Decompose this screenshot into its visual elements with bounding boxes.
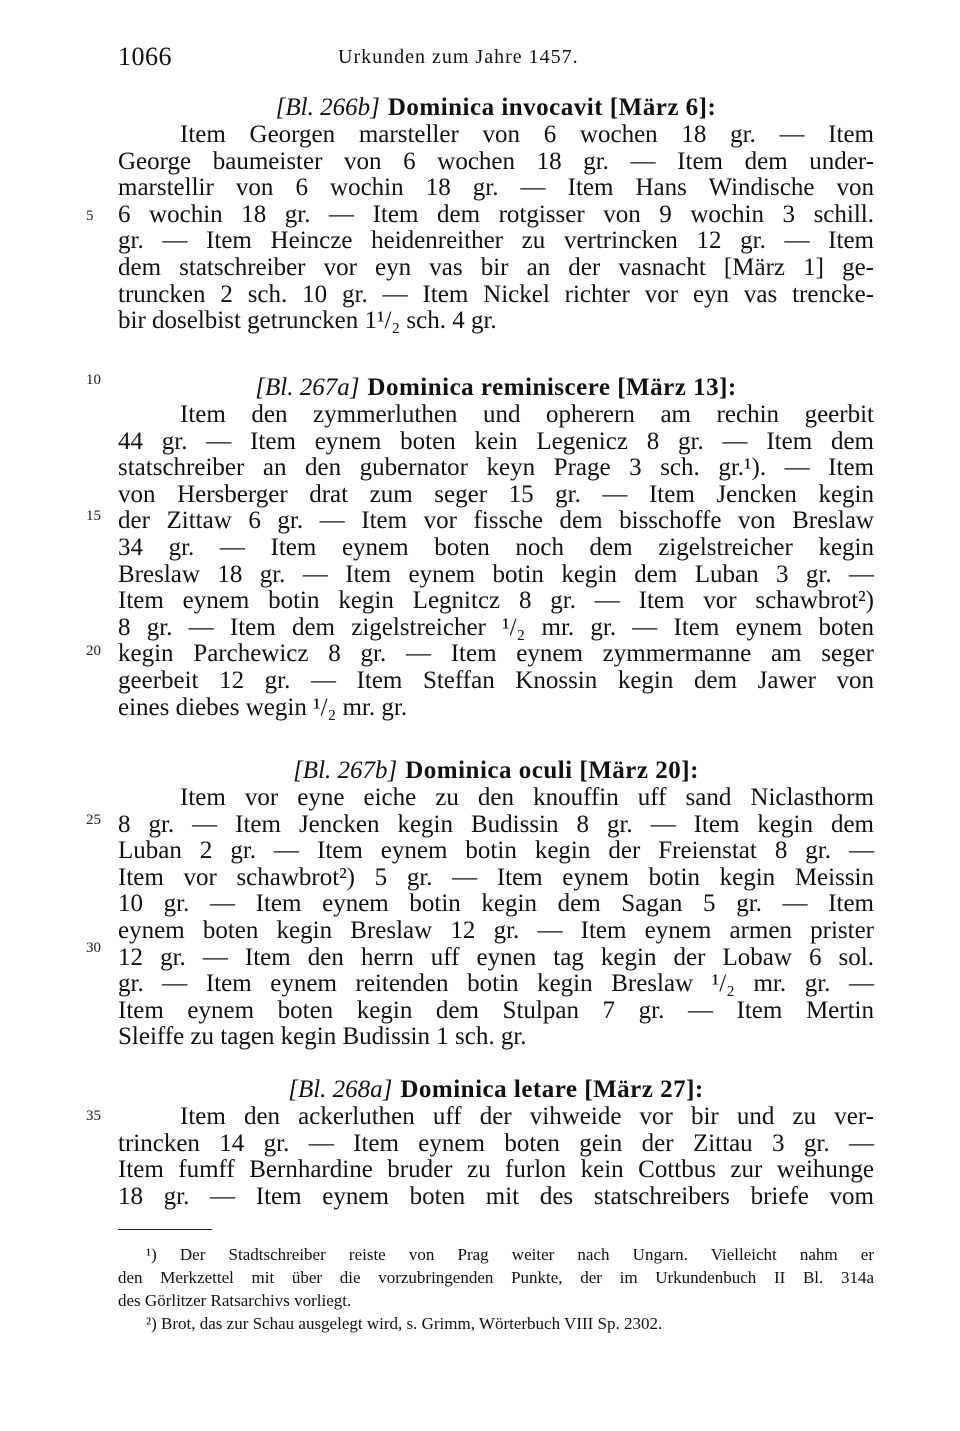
folio-reference: [Bl. 267a]: [255, 374, 360, 401]
text-line: gr. — Item Heincze heidenreither zu vertrincken 12 gr. — Item: [118, 227, 874, 255]
folio-reference: [Bl. 266b]: [275, 94, 380, 121]
text-line: 8 gr. — Item Jencken kegin Budissin 8 gr. — Item kegin dem: [118, 810, 874, 838]
margin-line-number: 10: [86, 372, 101, 388]
running-head: Urkunden zum Jahre 1457.: [338, 46, 579, 68]
text-line: statschreiber an den gubernator keyn Prage 3 sch. gr.¹). — Item: [118, 454, 874, 482]
text-line: truncken 2 sch. 10 gr. — Item Nickel richter vor eyn vas trencke-: [118, 280, 874, 308]
text-line: 8 gr. — Item dem zigelstreicher ¹/₂ mr. gr. — Item eynem boten: [118, 613, 874, 641]
text-line: Sleiffe zu tagen kegin Budissin 1 sch. gr.: [118, 1023, 527, 1051]
margin-line-number: 5: [86, 208, 94, 224]
text-line: Item Georgen marsteller von 6 wochen 18 gr. — Item: [180, 121, 874, 148]
text-line: gr. — Item eynem reitenden botin kegin Breslaw ¹/₂ mr. gr. —: [118, 970, 874, 998]
section-title: Dominica reminiscere [März 13]:: [367, 374, 737, 401]
section-reminiscere: [118, 372, 874, 721]
text-line: Item den zymmerluthen und opherern am rechin geerbit: [180, 401, 874, 428]
text-line: der Zittaw 6 gr. — Item vor fissche dem bisschoffe von Breslaw: [118, 507, 874, 535]
margin-line-number: 20: [86, 643, 101, 659]
section-title: Dominica invocavit [März 6]:: [387, 94, 717, 121]
text-line: 34 gr. — Item eynem boten noch dem zigelstreicher kegin: [118, 533, 874, 561]
text-line: George baumeister von 6 wochen 18 gr. — Item dem under-: [118, 147, 874, 175]
margin-line-number: 15: [86, 508, 101, 524]
text-line: 10 gr. — Item eynem botin kegin dem Sagan 5 gr. — Item: [118, 890, 874, 918]
footnote-rule: [118, 1229, 212, 1230]
text-line: Item eynem boten kegin dem Stulpan 7 gr. — Item Mertin: [118, 996, 874, 1024]
section-heading: [118, 372, 874, 402]
margin-line-number: 35: [86, 1108, 101, 1124]
text-line: 18 gr. — Item eynem boten mit des statschreibers briefe vom: [118, 1182, 874, 1210]
text-line: geerbeit 12 gr. — Item Steffan Knossin kegin dem Jawer von: [118, 666, 874, 694]
text-line: marstellir von 6 wochin 18 gr. — Item Hans Windische von: [118, 174, 874, 202]
text-line: bir doselbist getruncken 1¹/₂ sch. 4 gr.: [118, 307, 497, 335]
text-line: Item vor schawbrot²) 5 gr. — Item eynem botin kegin Meissin: [118, 863, 874, 891]
text-line: eynem boten kegin Breslaw 12 gr. — Item eynem armen prister: [118, 916, 874, 944]
margin-line-number: 30: [86, 940, 101, 956]
text-line: 6 wochin 18 gr. — Item dem rotgisser von 9 wochin 3 schill.: [118, 200, 874, 228]
section-title: Dominica letare [März 27]:: [400, 1076, 704, 1103]
page-number: 1066: [118, 42, 172, 71]
folio-reference: [Bl. 268a]: [288, 1076, 393, 1103]
section-invocavit: [118, 92, 874, 335]
text-line: Item eynem botin kegin Legnitcz 8 gr. — Item vor schawbrot²): [118, 587, 874, 615]
text-line: 44 gr. — Item eynem boten kein Legenicz 8 gr. — Item dem: [118, 427, 874, 455]
text-line: Item vor eyne eiche zu den knouffin uff sand Niclasthorm: [180, 784, 874, 811]
text-line: Item den ackerluthen uff der vihweide vor bir und zu ver-: [180, 1103, 874, 1130]
section-oculi: [118, 755, 874, 1051]
footnote-line: ¹) Der Stadtschreiber reiste von Prag weiter nach Ungarn. Vielleicht nahm er: [146, 1245, 874, 1264]
text-line: trincken 14 gr. — Item eynem boten gein der Zittau 3 gr. —: [118, 1129, 874, 1157]
folio-reference: [Bl. 267b]: [293, 757, 398, 784]
margin-line-number: 25: [86, 812, 101, 828]
text-line: Item fumff Bernhardine bruder zu furlon kein Cottbus zur weihunge: [118, 1156, 874, 1184]
text-line: von Hersberger drat zum seger 15 gr. — Item Jencken kegin: [118, 480, 874, 508]
section-title: Dominica oculi [März 20]:: [405, 757, 699, 784]
footnote-line: des Görlitzer Ratsarchivs vorliegt.: [118, 1291, 352, 1310]
text-line: 12 gr. — Item den herrn uff eynen tag kegin der Lobaw 6 sol.: [118, 943, 874, 971]
section-heading: [118, 92, 874, 122]
footnote-line: ²) Brot, das zur Schau ausgelegt wird, s. Grimm, Wörterbuch VIII Sp. 2302.: [146, 1314, 663, 1333]
section-heading: [118, 755, 874, 785]
section-heading: [118, 1074, 874, 1104]
text-line: Luban 2 gr. — Item eynem botin kegin der Freienstat 8 gr. —: [118, 837, 874, 865]
text-line: dem statschreiber vor eyn vas bir an der vasnacht [März 1] ge-: [118, 253, 874, 281]
text-line: kegin Parchewicz 8 gr. — Item eynem zymmermanne am seger: [118, 640, 874, 668]
text-line: Breslaw 18 gr. — Item eynem botin kegin dem Luban 3 gr. —: [118, 560, 874, 588]
text-line: eines diebes wegin ¹/₂ mr. gr.: [118, 693, 408, 721]
footnote-line: den Merkzettel mit über die vorzubringenden Punkte, der im Urkundenbuch II Bl. 314a: [118, 1268, 874, 1287]
section-letare: [118, 1074, 874, 1210]
